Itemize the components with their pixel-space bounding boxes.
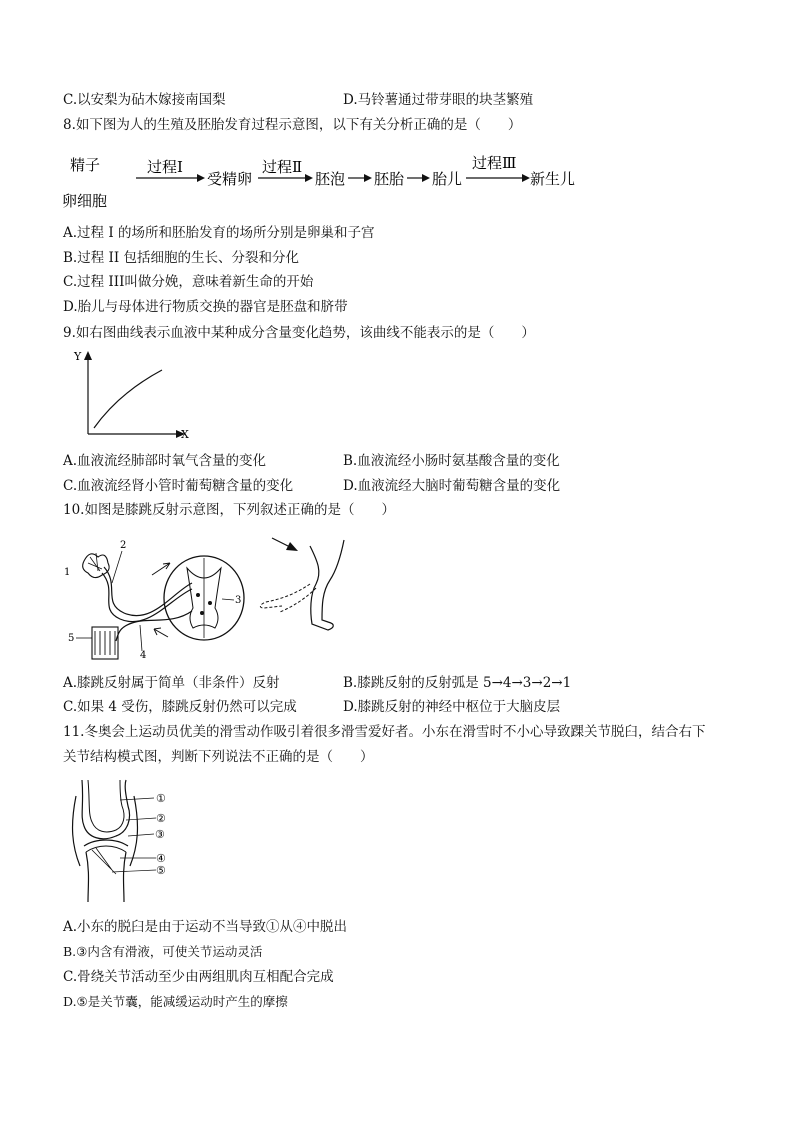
q10-label-2-leader (112, 551, 122, 583)
q9-y-axis-arrowhead (84, 351, 92, 360)
q11-ligament-lines (92, 848, 116, 874)
q11-option-a: A.小东的脱臼是由于运动不当导致①从④中脱出 (63, 919, 348, 935)
q8-option-c: C.过程 III叫做分娩，意味着新生命的开始 (63, 274, 314, 290)
q8-arrowhead-5 (522, 174, 530, 182)
q8-zygote-label: 受精卵 (207, 170, 253, 188)
q11-label-4: ④ (156, 852, 166, 865)
q11-articular-cartilage (86, 846, 126, 852)
q7-option-d: D.马铃薯通过带芽眼的块茎繁殖 (343, 92, 534, 108)
q7-option-c: C.以安梨为砧木嫁接南国梨 (63, 92, 226, 108)
q11-label-3: ③ (155, 828, 165, 841)
q10-label-4: 4 (140, 650, 147, 661)
q10-interneuron-2 (208, 601, 212, 605)
q11-label-5: ⑤ (156, 864, 166, 877)
q9-x-label: X (181, 428, 189, 441)
q10-label-5: 5 (68, 633, 75, 644)
q10-arrow-upper (152, 563, 170, 575)
q9-stem: 9.如右图曲线表示血液中某种成分含量变化趋势，该曲线不能表示的是（ ） (63, 325, 535, 341)
q8-option-b: B.过程 II 包括细胞的生长、分裂和分化 (63, 250, 299, 266)
q8-embryo-label: 胚胎 (374, 170, 405, 188)
q10-label-3-leader (222, 599, 234, 600)
q11-option-d: D.⑤是关节囊，能减缓运动时产生的摩擦 (63, 994, 288, 1009)
q10-arrow-lower (154, 628, 168, 637)
q11-label-2: ② (156, 812, 166, 825)
q9-option-c: C.血液流经肾小管时葡萄糖含量的变化 (63, 478, 294, 494)
q9-option-d: D.血液流经大脑时葡萄糖含量的变化 (343, 478, 561, 494)
q10-interneuron-3 (200, 611, 204, 615)
q8-sperm-label: 精子 (70, 156, 101, 174)
q8-arrowhead-1 (197, 174, 205, 182)
q11-stem-line-1: 11.冬奥会上运动员优美的滑雪动作吸引着很多滑雪爱好者。小东在滑雪时不小心导致踝关节脱臼，结合右下 (63, 724, 706, 740)
q10-reflex-arc-figure (62, 533, 252, 668)
q9-option-b: B.血液流经小肠时氨基酸含量的变化 (343, 453, 560, 469)
q10-option-c: C.如果 4 受伤，膝跳反射仍然可以完成 (63, 699, 297, 715)
q8-process2-label: 过程Ⅱ (262, 158, 303, 176)
q8-newborn-label: 新生儿 (530, 170, 576, 188)
q11-leader-1 (120, 798, 154, 800)
q11-leader-5 (112, 870, 156, 872)
q8-process3-label: 过程Ⅲ (472, 154, 517, 172)
q10-option-b: B.膝跳反射的反射弧是 5→4→3→2→1 (343, 675, 572, 691)
q10-label-3: 3 (235, 595, 242, 606)
q10-leg-outline (310, 540, 344, 630)
q11-option-b: B.③内含有滑液，可使关节运动灵活 (63, 944, 263, 959)
q8-egg-label: 卵细胞 (62, 192, 108, 210)
q10-label-1: 1 (64, 567, 71, 578)
q8-arrowhead-4 (422, 174, 430, 182)
q8-arrowhead-3 (364, 174, 372, 182)
q8-process1-label: 过程Ⅰ (147, 158, 183, 176)
q10-afferent-nerve (104, 567, 192, 616)
q9-y-label: Y (74, 350, 82, 363)
q10-kicked-leg-dashed (260, 584, 310, 608)
q11-stem-line-2: 关节结构模式图，判断下列说法不正确的是（ ） (63, 749, 374, 765)
q10-option-a: A.膝跳反射属于简单（非条件）反射 (63, 675, 280, 691)
q10-hammer-arrowhead (286, 542, 298, 551)
q10-label-2: 2 (120, 540, 127, 551)
q9-option-a: A.血液流经肺部时氧气含量的变化 (63, 453, 267, 469)
q9-curve (94, 370, 162, 428)
q10-option-d: D.膝跳反射的神经中枢位于大脑皮层 (343, 699, 561, 715)
q10-interneuron-1 (196, 593, 200, 597)
q10-muscle-fibers (95, 631, 115, 655)
q11-lower-bone-outline (86, 852, 126, 902)
q11-leader-3 (128, 834, 154, 836)
q10-knee-jerk-leg-figure (252, 532, 362, 642)
q11-option-c: C.骨绕关节活动至少由两组肌肉互相配合完成 (63, 969, 334, 985)
q9-curve-graph (64, 348, 194, 448)
q10-efferent-nerve (116, 611, 192, 641)
q11-leader-2 (126, 818, 156, 820)
q8-stem: 8.如下图为人的生殖及胚胎发育过程示意图，以下有关分析正确的是（ ） (63, 117, 522, 133)
q11-label-1: ① (156, 792, 166, 805)
q11-joint-head (88, 780, 124, 832)
q8-option-a: A.过程 I 的场所和胚胎发育的场所分别是卵巢和子宫 (63, 225, 375, 241)
q8-process-diagram (62, 146, 602, 216)
q8-blastocyst-label: 胚泡 (315, 170, 346, 188)
q8-arrowhead-2 (305, 174, 313, 182)
q11-joint-socket (84, 840, 128, 846)
q8-option-d: D.胎儿与母体进行物质交换的器官是胚盘和脐带 (63, 299, 348, 315)
q8-fetus-label: 胎儿 (432, 170, 463, 188)
q10-label-4-leader (140, 625, 142, 651)
q11-joint-structure-figure (62, 776, 192, 906)
q10-stem: 10.如图是膝跳反射示意图，下列叙述正确的是（ ） (63, 502, 395, 518)
